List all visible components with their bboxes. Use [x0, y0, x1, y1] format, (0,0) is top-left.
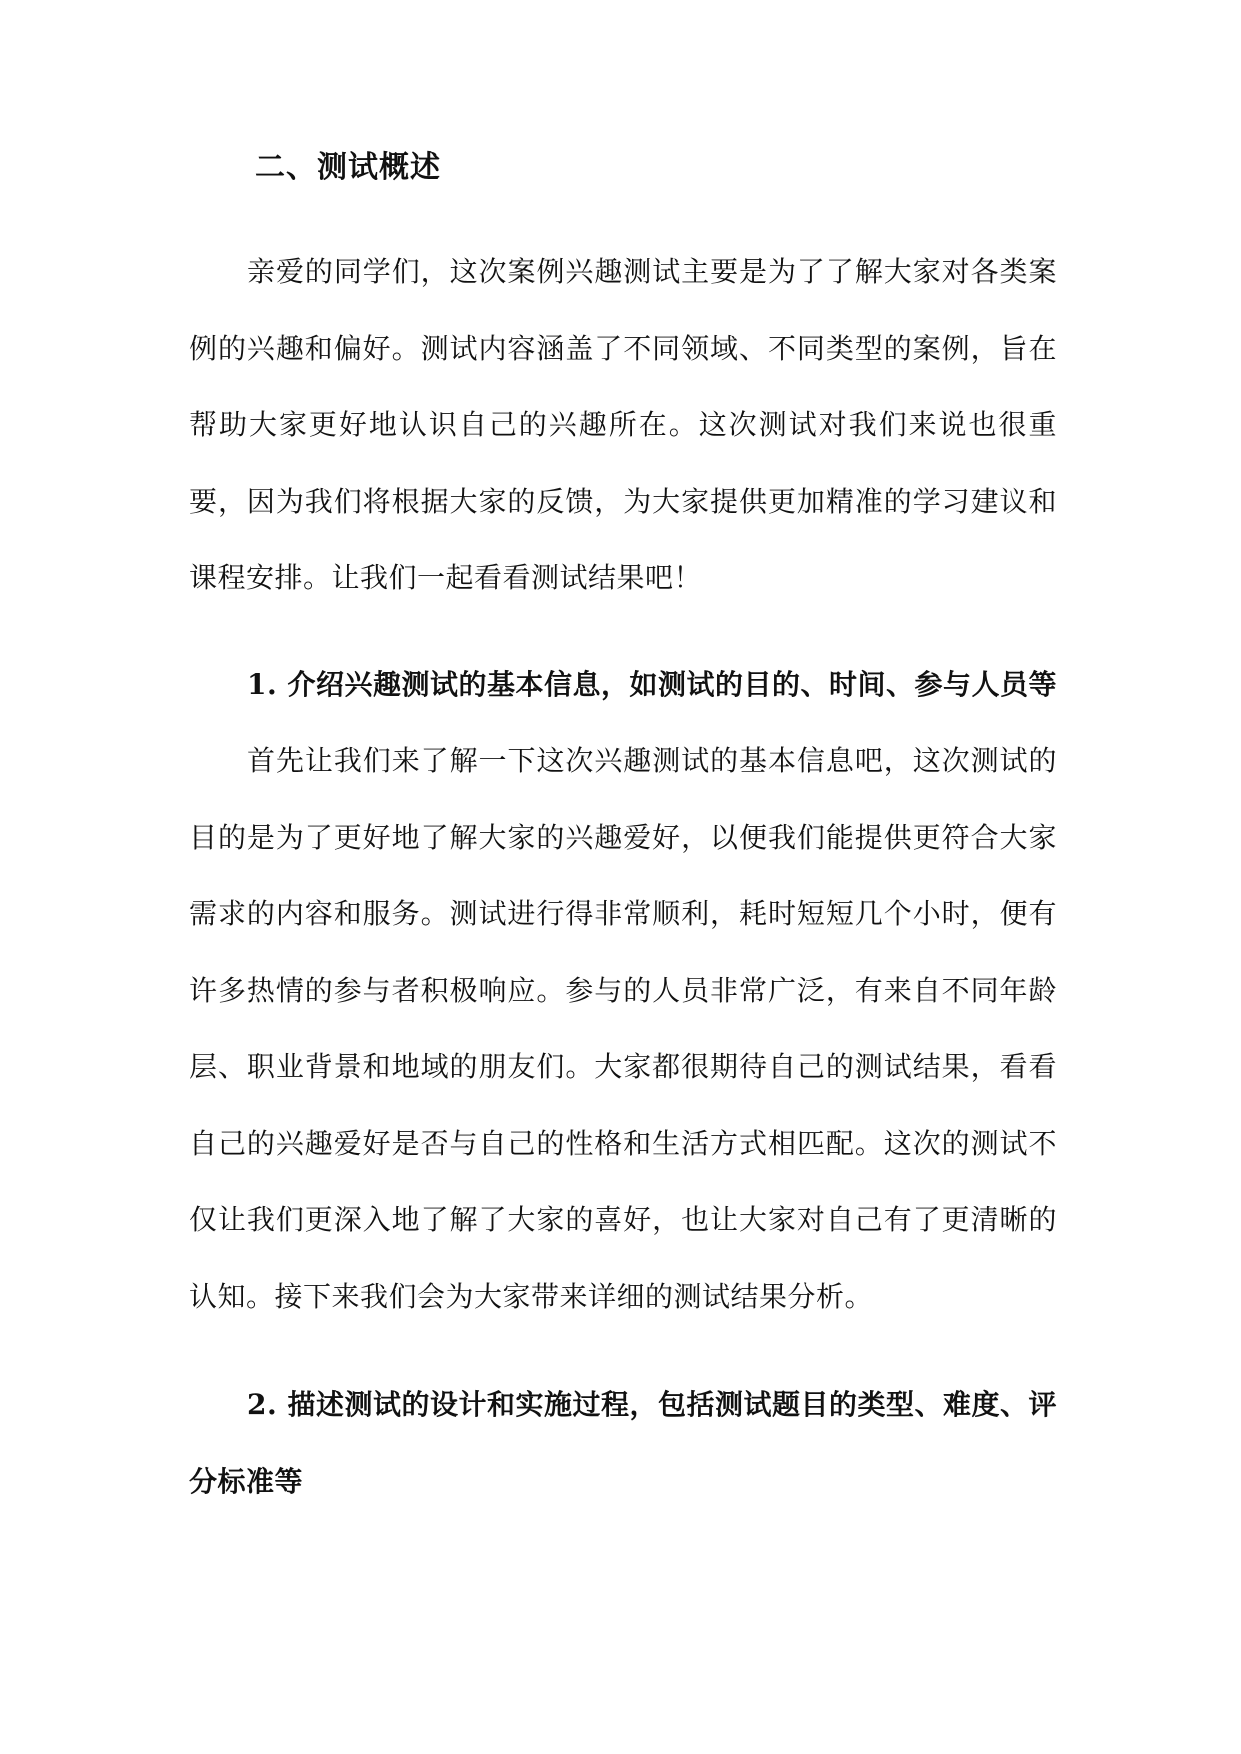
section-title: 二、测试概述 [255, 150, 441, 185]
subsection-heading-1: 1. 介绍兴趣测试的基本信息，如测试的目的、时间、参与人员等 [247, 667, 1057, 701]
subsection-paragraph-1: 首先让我们来了解一下这次兴趣测试的基本信息吧，这次测试的目的是为了更好地了解大家的兴趣爱好，以便我们能提供更符合大家需求的内容和服务。测试进行得非常顺利，耗时短短几个小时，便有许多热情的参与者积极响应。参与的人员非常广泛，有来自不同年龄层、职业背景和地域的朋友们。大家都很期待自己的测试结果，看看自己的兴趣爱好是否与自己的性格和生活方式相匹配。这次的测试不仅让我们更深入地了解了大家的喜好，也让大家对自己有了更清晰的认知。接下来我们会为大家带来详细的测试结果分析。 [189, 744, 1057, 1313]
intro-paragraph: 亲爱的同学们，这次案例兴趣测试主要是为了了解大家对各类案例的兴趣和偏好。测试内容涵盖了不同领域、不同类型的案例，旨在帮助大家更好地认识自己的兴趣所在。这次测试对我们来说也很重要，因为我们将根据大家的反馈，为大家提供更加精准的学习建议和课程安排。让我们一起看看测试结果吧！ [189, 255, 1057, 594]
subsection-heading-2: 2. 描述测试的设计和实施过程，包括测试题目的类型、难度、评分标准等 [189, 1388, 1057, 1498]
document-body [189, 140, 1057, 1520]
